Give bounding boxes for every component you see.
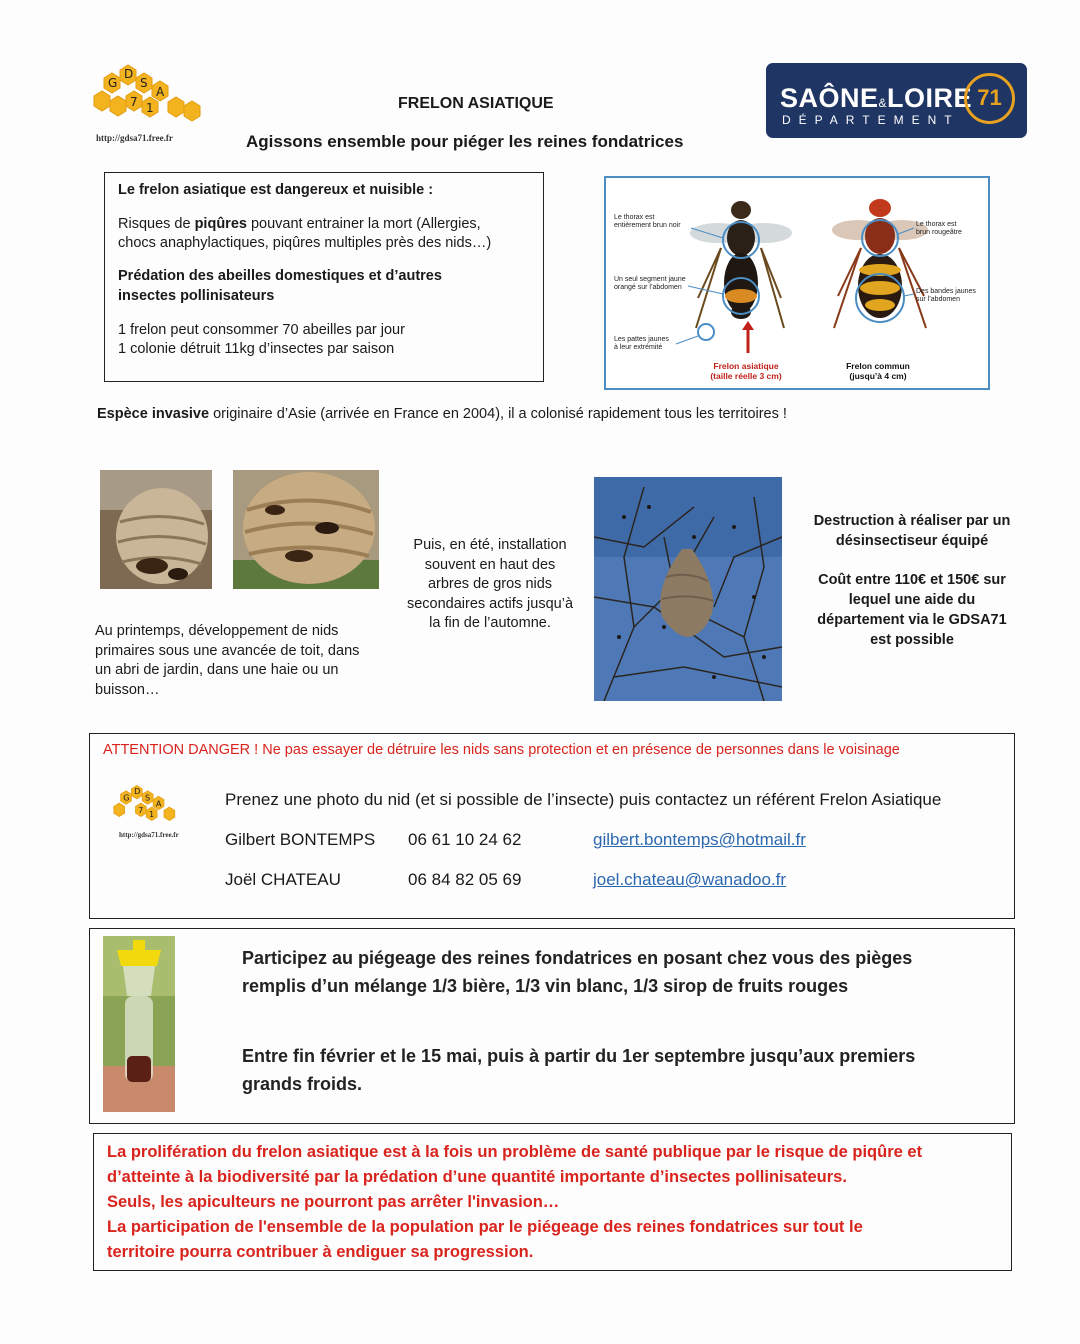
logo-letter-g: G (108, 76, 118, 90)
contact-phone[interactable]: 06 84 82 05 69 (408, 870, 522, 889)
danger-heading: Le frelon asiatique est dangereux et nuisible : (118, 182, 434, 198)
contact-email-link[interactable]: gilbert.bontemps@hotmail.fr (593, 830, 806, 849)
label-thorax-asian: Le thorax est entièrement brun noir (614, 214, 681, 229)
logo-letter-d: D (124, 67, 134, 81)
page-title: FRELON ASIATIQUE (398, 95, 554, 112)
common-hornet-drawing (832, 199, 928, 328)
svg-text:G: G (123, 792, 130, 803)
gdsa-url-small[interactable]: http://gdsa71.free.fr (119, 831, 179, 839)
page-subtitle: Agissons ensemble pour piéger les reines fondatrices (246, 132, 684, 151)
predation-line-2: insectes pollinisateurs (118, 288, 275, 304)
destruction-info: Destruction à réaliser par un désinsectiseur équipé Coût entre 110€ et 150€ sur lequel une aide du département via le GDSA71 est possible (813, 513, 1011, 648)
stat-bees: 1 frelon peut consommer 70 abeilles par jour (118, 322, 405, 338)
contact-name: Joël CHATEAU (225, 870, 341, 889)
primary-nest-photo-1 (100, 470, 212, 589)
risk-line-2: chocs anaphylactiques, piqûres multiples près des nids…) (118, 235, 492, 251)
sl-logo-71: 71 (977, 85, 1002, 110)
saone-et-loire-logo (766, 63, 1027, 138)
danger-info-box (104, 172, 544, 382)
invasive-species-note: Espèce invasive originaire d’Asie (arrivée en France en 2004), il a colonisé rapidement tous les territoires ! (97, 406, 787, 422)
contact-email-link[interactable]: joel.chateau@wanadoo.fr (593, 870, 787, 889)
hornet-comparison-figure (604, 176, 990, 390)
primary-nest-photo-2 (233, 470, 379, 589)
attention-danger-warning: ATTENTION DANGER ! Ne pas essayer de détruire les nids sans protection et en présence de personnes dans le voisinage (103, 742, 900, 758)
trap-period: Entre fin février et le 15 mai, puis à partir du 1er septembre jusqu’aux premiers grands froids. (242, 1046, 916, 1094)
label-yellow-bands: Des bandes jaunes sur l’abdomen (916, 288, 976, 303)
logo-letter-a: A (156, 85, 165, 99)
common-hornet-caption: Frelon commun (jusqu’à 4 cm) (846, 361, 910, 381)
predation-line-1: Prédation des abeilles domestiques et d’autres (118, 268, 442, 284)
trap-instruction: Participez au piégeage des reines fondatrices en posant chez vous des pièges remplis d’un mélange 1/3 bière, 1/3 vin blanc, 1/3 sirop de fruits rouges (242, 948, 913, 996)
stat-insects: 1 colonie détruit 11kg d’insectes par saison (118, 341, 395, 357)
trap-bottle-photo (103, 936, 175, 1112)
sl-logo-71-circle (964, 73, 1015, 124)
conclusion-text: La prolifération du frelon asiatique est à la fois un problème de santé publique par le risque de piqûre et d’atteinte à la biodiversité par la prédation d’une quantité importante d’insectes pollinisateurs. Seuls, les apiculteurs ne pourront pas arrêter l'invasion… La participation de l'ensemble de la population par le piégeage des reines fondatrices sur tout le territoire pourra contribuer à endiguer sa progression. (107, 1143, 923, 1261)
logo-letter-1: 1 (146, 101, 154, 115)
label-yellow-legs: Les pattes jaunes à leur extrémité (614, 336, 669, 351)
svg-text:D: D (134, 786, 141, 797)
svg-text:A: A (155, 798, 162, 809)
risk-line-1: Risques de piqûres pouvant entrainer la mort (Allergies, (118, 216, 481, 232)
contact-phone[interactable]: 06 61 10 24 62 (408, 830, 522, 849)
label-yellow-segment: Un seul segment jaune orangé sur l’abdomen (614, 276, 686, 291)
asian-hornet-drawing (676, 201, 792, 353)
summer-nest-text: Puis, en été, installation souvent en haut des arbres de gros nids secondaires actifs jusqu’à la fin de l’automne. (406, 537, 574, 631)
logo-letter-s: S (140, 76, 148, 90)
label-thorax-common: Le thorax est brun rougeâtre (916, 221, 962, 236)
trap-info-box (89, 928, 1015, 1124)
svg-text:7: 7 (138, 805, 144, 816)
sl-logo-name: SAÔNE&LOIRE (780, 83, 973, 113)
svg-text:1: 1 (149, 809, 155, 820)
gdsa71-logo-small (107, 778, 187, 828)
gdsa-url[interactable]: http://gdsa71.free.fr (96, 133, 173, 143)
sl-logo-departement: DÉPARTEMENT (782, 113, 960, 127)
contact-box (89, 733, 1015, 919)
svg-text:S: S (144, 792, 151, 803)
photo-instruction: Prenez une photo du nid (et si possible de l’insecte) puis contactez un référent Frelon Asiatique (225, 790, 942, 809)
logo-letter-7: 7 (130, 95, 138, 109)
secondary-nest-tree-photo (594, 477, 782, 701)
conclusion-box (93, 1133, 1012, 1271)
contact-name: Gilbert BONTEMPS (225, 830, 376, 849)
gdsa71-logo (84, 56, 202, 126)
asian-hornet-caption: Frelon asiatique (taille réelle 3 cm) (710, 361, 782, 381)
spring-nest-text: Au printemps, développement de nids primaires sous une avancée de toit, dans un abri de jardin, dans une haie ou un buisson… (95, 623, 360, 698)
